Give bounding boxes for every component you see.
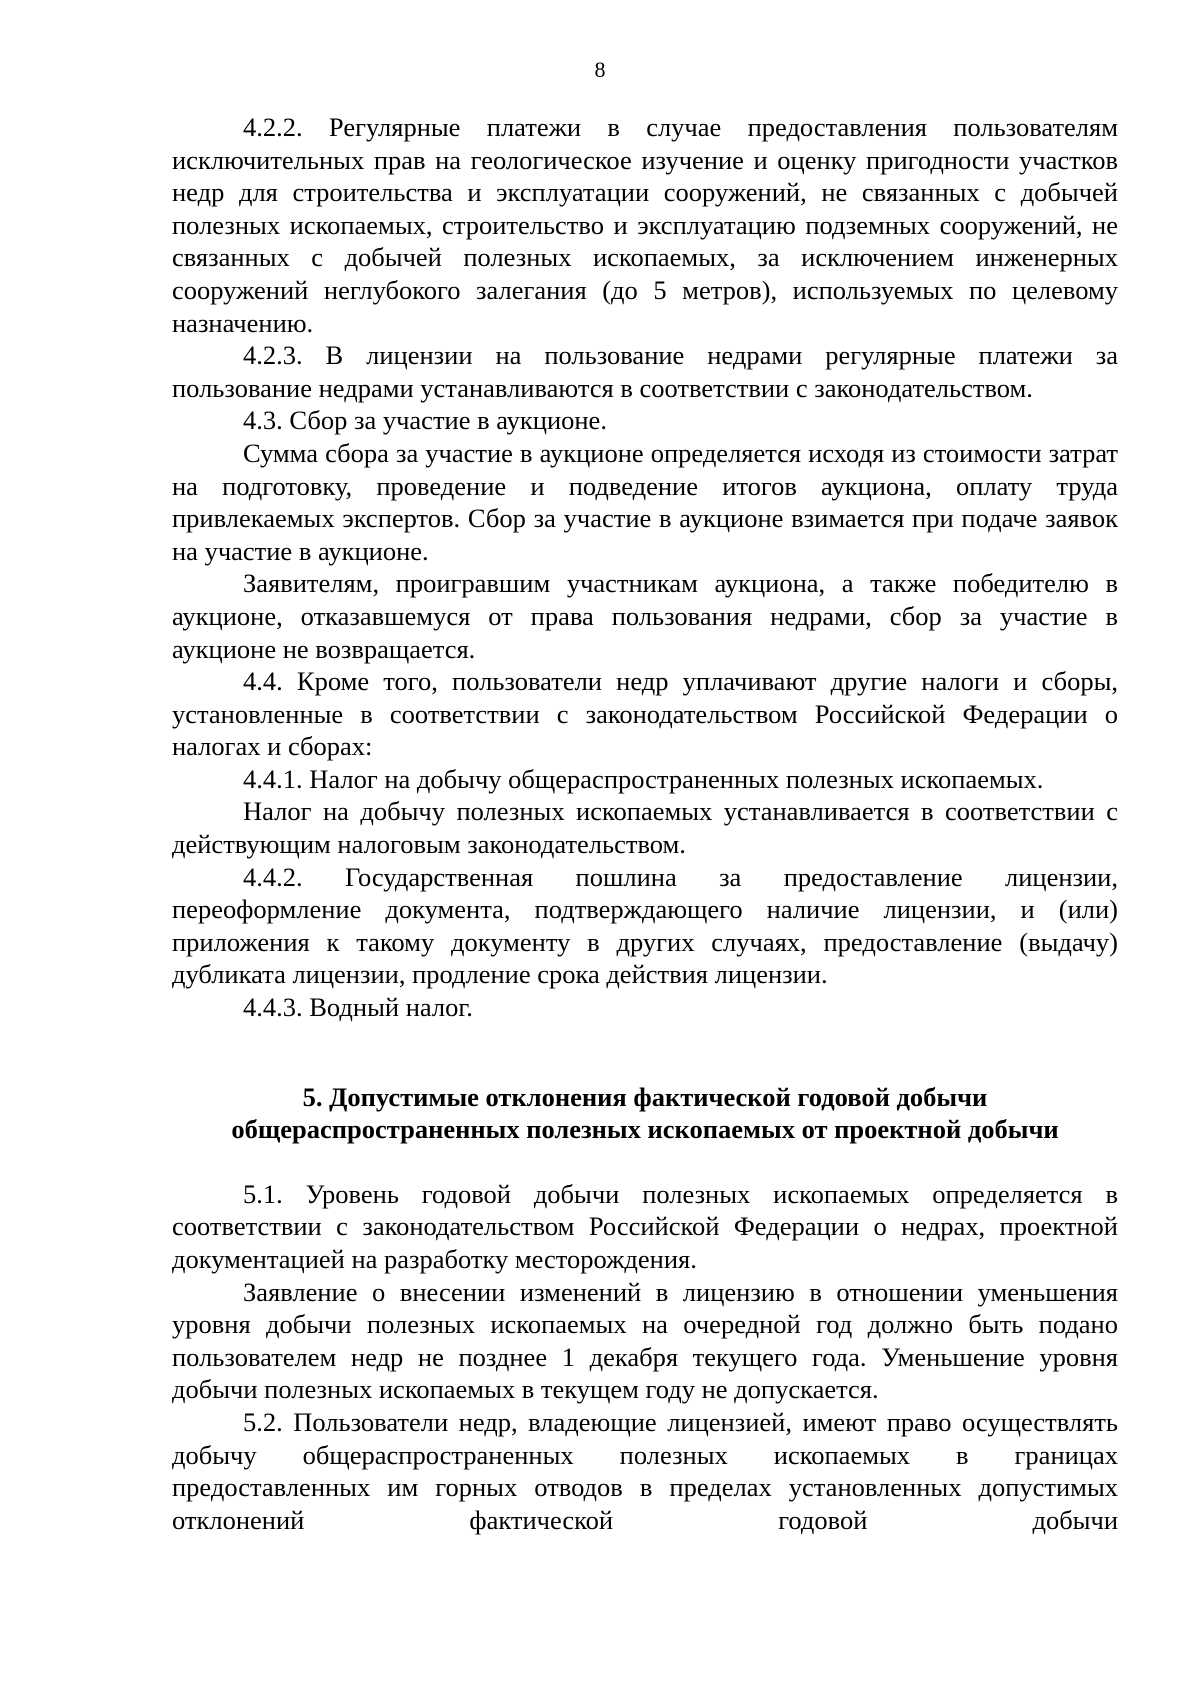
paragraph-5-2: 5.2. Пользователи недр, владеющие лицензией, имеют право осуществлять добычу общераспространенных полезных ископаемых в границах предоставленных им горных отводов в пределах установленных допустимых отклонений фактической годовой добычи: [172, 1406, 1118, 1535]
paragraph-4-2-3: 4.2.3. В лицензии на пользование недрами регулярные платежи за пользование недрами устанавливаются в соответствии с законодательством.: [172, 340, 1118, 403]
section-5-heading-line-1: 5. Допустимые отклонения фактической годовой добычи: [302, 1081, 988, 1112]
paragraph-production-decrease-application: Заявление о внесении изменений в лицензию в отношении уменьшения уровня добычи полезных ископаемых на очередной год должно быть подано пользователем недр не позднее 1 декабря текущего года. Уменьшение уровня добычи полезных ископаемых в текущем году не допускается.: [172, 1276, 1118, 1405]
paragraph-4-3: 4.3. Сбор за участие в аукционе.: [243, 405, 607, 436]
paragraph-fee-not-refunded: Заявителям, проигравшим участникам аукциона, а также победителю в аукционе, отказавшемуся от права пользования недрами, сбор за участие в аукционе не возвращается.: [172, 568, 1118, 664]
paragraph-4-4-3: 4.4.3. Водный налог.: [243, 992, 473, 1023]
section-5-heading: [172, 1081, 1118, 1146]
paragraph-mineral-tax: Налог на добычу полезных ископаемых устанавливается в соответствии с действующим налоговым законодательством.: [172, 796, 1118, 860]
page-number: 8: [594, 57, 606, 82]
paragraph-4-4: 4.4. Кроме того, пользователи недр уплачивают другие налоги и сборы, установленные в соответствии с законодательством Российской Федерации о налогах и сборах:: [172, 666, 1118, 762]
paragraph-auction-fee-amount: Сумма сбора за участие в аукционе определяется исходя из стоимости затрат на подготовку, проведение и подведение итогов аукциона, оплату труда привлекаемых экспертов. Сбор за участие в аукционе взимается при подаче заявок на участие в аукционе.: [172, 437, 1118, 566]
paragraph-4-4-2: 4.4.2. Государственная пошлина за предоставление лицензии, переоформление документа, подтверждающего наличие лицензии, и (или) приложения к такому документу в других случаях, предоставление (выдачу) дубликата лицензии, продление срока действия лицензии.: [172, 861, 1118, 990]
paragraph-5-1: 5.1. Уровень годовой добычи полезных ископаемых определяется в соответствии с законодательством Российской Федерации о недрах, проектной документацией на разработку месторождения.: [172, 1178, 1118, 1274]
paragraph-4-2-2: 4.2.2. Регулярные платежи в случае предоставления пользователям исключительных прав на геологическое изучение и оценку пригодности участков недр для строительства и эксплуатации сооружений, не связанных с добычей полезных ископаемых, строительство и эксплуатацию подземных сооружений, не связанных с добычей полезных ископаемых, за исключением инженерных сооружений неглубокого залегания (до 5 метров), используемых по целевому назначению.: [172, 112, 1118, 338]
document-body: [172, 111, 1118, 1536]
paragraph-4-4-1: 4.4.1. Налог на добычу общераспространенных полезных ископаемых.: [243, 763, 1044, 794]
section-5-heading-line-2: общераспространенных полезных ископаемых от проектной добычи: [231, 1114, 1059, 1145]
